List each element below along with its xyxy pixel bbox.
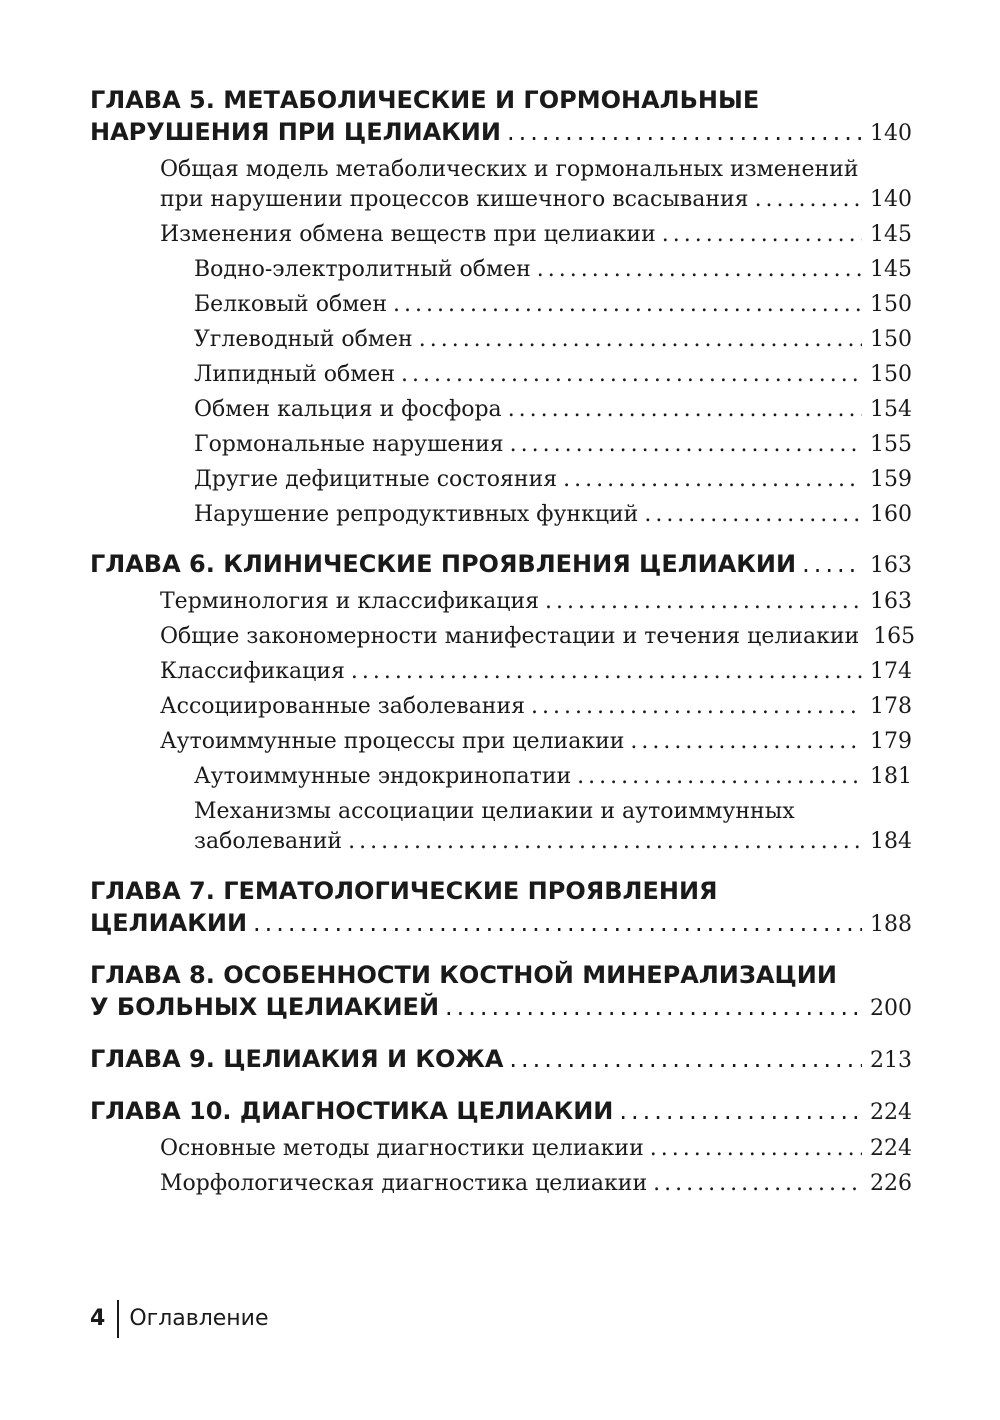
- toc-subsection-entry[interactable]: [194, 395, 912, 425]
- toc-page-number: 188: [870, 912, 912, 937]
- toc-entry-title: при нарушении процессов кишечного всасывания: [160, 187, 749, 212]
- toc-page-number: 200: [870, 996, 912, 1021]
- toc-entry-row: [90, 116, 912, 150]
- toc-section-entry[interactable]: [160, 1169, 912, 1199]
- toc-entry-row: [90, 907, 912, 941]
- toc-page-number: 224: [870, 1136, 912, 1161]
- toc-section-entry[interactable]: [160, 1134, 912, 1164]
- toc-entry-row: [194, 395, 912, 425]
- toc-entry-title: Аутоиммунные эндокринопатии: [194, 764, 572, 789]
- toc-entry-title: Классификация: [160, 659, 345, 684]
- toc-subsection-entry[interactable]: [194, 325, 912, 355]
- footer-section-label: Оглавление: [129, 1306, 269, 1331]
- toc-chapter-entry[interactable]: [90, 875, 912, 941]
- dot-leader: [509, 1043, 862, 1075]
- page-footer: [90, 1300, 269, 1338]
- toc-page-number: 140: [870, 187, 912, 212]
- toc-entry-title: Липидный обмен: [194, 362, 396, 387]
- dot-leader: [619, 1095, 862, 1127]
- dot-leader: [508, 395, 862, 425]
- toc-entry-row: [160, 657, 912, 687]
- toc-entry-row: [160, 622, 916, 652]
- toc-entry-title-line1: Механизмы ассоциации целиакии и аутоиммунных: [194, 799, 795, 824]
- toc-entry-title: Общие закономерности манифестации и течения целиакии: [160, 624, 860, 649]
- toc-page-number: 178: [870, 694, 912, 719]
- dot-leader: [662, 220, 862, 250]
- toc-page-number: 226: [870, 1171, 912, 1196]
- toc-entry-title: ЦЕЛИАКИИ: [90, 909, 248, 937]
- toc-section-entry[interactable]: [160, 155, 912, 215]
- toc-entry-title: Терминология и классификация: [160, 589, 539, 614]
- toc-entry-row: [194, 430, 912, 460]
- dot-leader: [563, 465, 862, 495]
- page-number: 4: [90, 1306, 106, 1331]
- toc-entry-row: [194, 360, 912, 390]
- toc-page-number: 179: [870, 729, 912, 754]
- toc-entry-title: Белковый обмен: [194, 292, 387, 317]
- toc-section-entry[interactable]: [160, 587, 912, 617]
- toc-chapter-entry[interactable]: [90, 1043, 912, 1077]
- toc-section-entry[interactable]: [160, 622, 916, 652]
- dot-leader: [510, 430, 862, 460]
- toc-subsection-entry[interactable]: [194, 465, 912, 495]
- toc-chapter-entry[interactable]: [90, 1095, 912, 1129]
- toc-entry-row: [194, 762, 912, 792]
- toc-page-number: 165: [873, 624, 916, 649]
- dot-leader: [507, 116, 862, 148]
- toc-entry-row: [194, 290, 912, 320]
- toc-entry-row: [90, 1095, 912, 1129]
- toc-chapter-entry[interactable]: [90, 959, 912, 1025]
- toc-chapter-entry[interactable]: [90, 84, 912, 150]
- toc-entry-title: Нарушение репродуктивных функций: [194, 502, 639, 527]
- chapter-spacer: [90, 857, 912, 875]
- toc-entry-row: [160, 220, 912, 250]
- toc-subsection-entry[interactable]: [194, 360, 912, 390]
- toc-entry-row: [194, 325, 912, 355]
- toc-subsection-entry[interactable]: [194, 255, 912, 285]
- toc-entry-title: Обмен кальция и фосфора: [194, 397, 502, 422]
- toc-page-number: 159: [870, 467, 912, 492]
- toc-entry-title: Аутоиммунные процессы при целиакии: [160, 729, 625, 754]
- toc-entry-title-line1: ГЛАВА 8. ОСОБЕННОСТИ КОСТНОЙ МИНЕРАЛИЗАЦИИ: [90, 961, 837, 989]
- toc-section-entry[interactable]: [160, 727, 912, 757]
- toc-entry-title-line1: Общая модель метаболических и гормональных изменений: [160, 157, 859, 182]
- toc-entry-title: НАРУШЕНИЯ ПРИ ЦЕЛИАКИИ: [90, 118, 501, 146]
- toc-page-number: 181: [870, 764, 912, 789]
- toc-entry-row: [160, 587, 912, 617]
- toc-page-number: 160: [870, 502, 912, 527]
- toc-page-number: 140: [870, 121, 912, 146]
- toc-entry-row: [90, 1043, 912, 1077]
- toc-entry-row: [160, 1134, 912, 1164]
- toc-entry-row: [160, 692, 912, 722]
- toc-entry-title: ГЛАВА 9. ЦЕЛИАКИЯ И КОЖА: [90, 1045, 504, 1073]
- toc-entry-row: [160, 727, 912, 757]
- toc-section-entry[interactable]: [160, 692, 912, 722]
- toc-page-number: 150: [870, 292, 912, 317]
- toc-entry-row: [90, 991, 912, 1025]
- dot-leader: [802, 548, 862, 580]
- toc-section-entry[interactable]: [160, 657, 912, 687]
- dot-leader: [630, 727, 862, 757]
- toc-subsection-entry[interactable]: [194, 430, 912, 460]
- chapter-spacer: [90, 530, 912, 548]
- toc-entry-row: [160, 1169, 912, 1199]
- toc-subsection-entry[interactable]: [194, 797, 912, 857]
- toc-entry-title: Углеводный обмен: [194, 327, 413, 352]
- toc-page-number: 155: [870, 432, 912, 457]
- toc-page-number: 145: [870, 222, 912, 247]
- toc-page-number: 150: [870, 327, 912, 352]
- toc-subsection-entry[interactable]: [194, 290, 912, 320]
- dot-leader: [393, 290, 862, 320]
- dot-leader: [348, 827, 862, 857]
- toc-entry-title: Водно-электролитный обмен: [194, 257, 531, 282]
- toc-entry-title: ГЛАВА 6. КЛИНИЧЕСКИЕ ПРОЯВЛЕНИЯ ЦЕЛИАКИИ: [90, 550, 797, 578]
- toc-page-number: 224: [870, 1100, 912, 1125]
- dot-leader: [653, 1169, 862, 1199]
- toc-entry-title-line1: ГЛАВА 5. МЕТАБОЛИЧЕСКИЕ И ГОРМОНАЛЬНЫЕ: [90, 86, 760, 114]
- toc-entry-row: [160, 185, 912, 215]
- toc-entry-title: Морфологическая диагностика целиакии: [160, 1171, 648, 1196]
- toc-page-number: 163: [870, 553, 912, 578]
- toc-entry-row: [194, 827, 912, 857]
- toc-entry-title: Другие дефицитные состояния: [194, 467, 558, 492]
- toc-entry-title: У БОЛЬНЫХ ЦЕЛИАКИЕЙ: [90, 993, 440, 1021]
- toc-entry-title: заболеваний: [194, 829, 343, 854]
- dot-leader: [545, 587, 862, 617]
- dot-leader: [401, 360, 862, 390]
- toc-chapter-entry[interactable]: [90, 548, 912, 582]
- dot-leader: [531, 692, 862, 722]
- toc-subsection-entry[interactable]: [194, 500, 912, 530]
- toc-page-number: 184: [870, 829, 912, 854]
- toc-entry-title: Основные методы диагностики целиакии: [160, 1136, 644, 1161]
- dot-leader: [419, 325, 862, 355]
- toc-section-entry[interactable]: [160, 220, 912, 250]
- toc-entry-row: [194, 500, 912, 530]
- dot-leader: [650, 1134, 862, 1164]
- toc-page-number: 150: [870, 362, 912, 387]
- chapter-spacer: [90, 1025, 912, 1043]
- dot-leader: [253, 907, 862, 939]
- toc-entry-title-line1: ГЛАВА 7. ГЕМАТОЛОГИЧЕСКИЕ ПРОЯВЛЕНИЯ: [90, 877, 718, 905]
- toc-page-number: 174: [870, 659, 912, 684]
- dot-leader: [577, 762, 862, 792]
- dot-leader: [445, 991, 862, 1023]
- toc-entry-title: ГЛАВА 10. ДИАГНОСТИКА ЦЕЛИАКИИ: [90, 1097, 614, 1125]
- toc-entry-title: Гормональные нарушения: [194, 432, 504, 457]
- chapter-spacer: [90, 1077, 912, 1095]
- chapter-spacer: [90, 941, 912, 959]
- dot-leader: [644, 500, 862, 530]
- toc-page-number: 154: [870, 397, 912, 422]
- toc-page-number: 145: [870, 257, 912, 282]
- toc-page-number: 163: [870, 589, 912, 614]
- dot-leader: [755, 185, 862, 215]
- toc-entry-row: [194, 255, 912, 285]
- toc-entry-row: [90, 548, 912, 582]
- table-of-contents: [90, 84, 916, 1199]
- dot-leader: [537, 255, 862, 285]
- toc-page-number: 213: [870, 1048, 912, 1073]
- toc-subsection-entry[interactable]: [194, 762, 912, 792]
- dot-leader: [351, 657, 862, 687]
- toc-entry-title: Ассоциированные заболевания: [160, 694, 526, 719]
- toc-entry-row: [194, 465, 912, 495]
- toc-entry-title: Изменения обмена веществ при целиакии: [160, 222, 656, 247]
